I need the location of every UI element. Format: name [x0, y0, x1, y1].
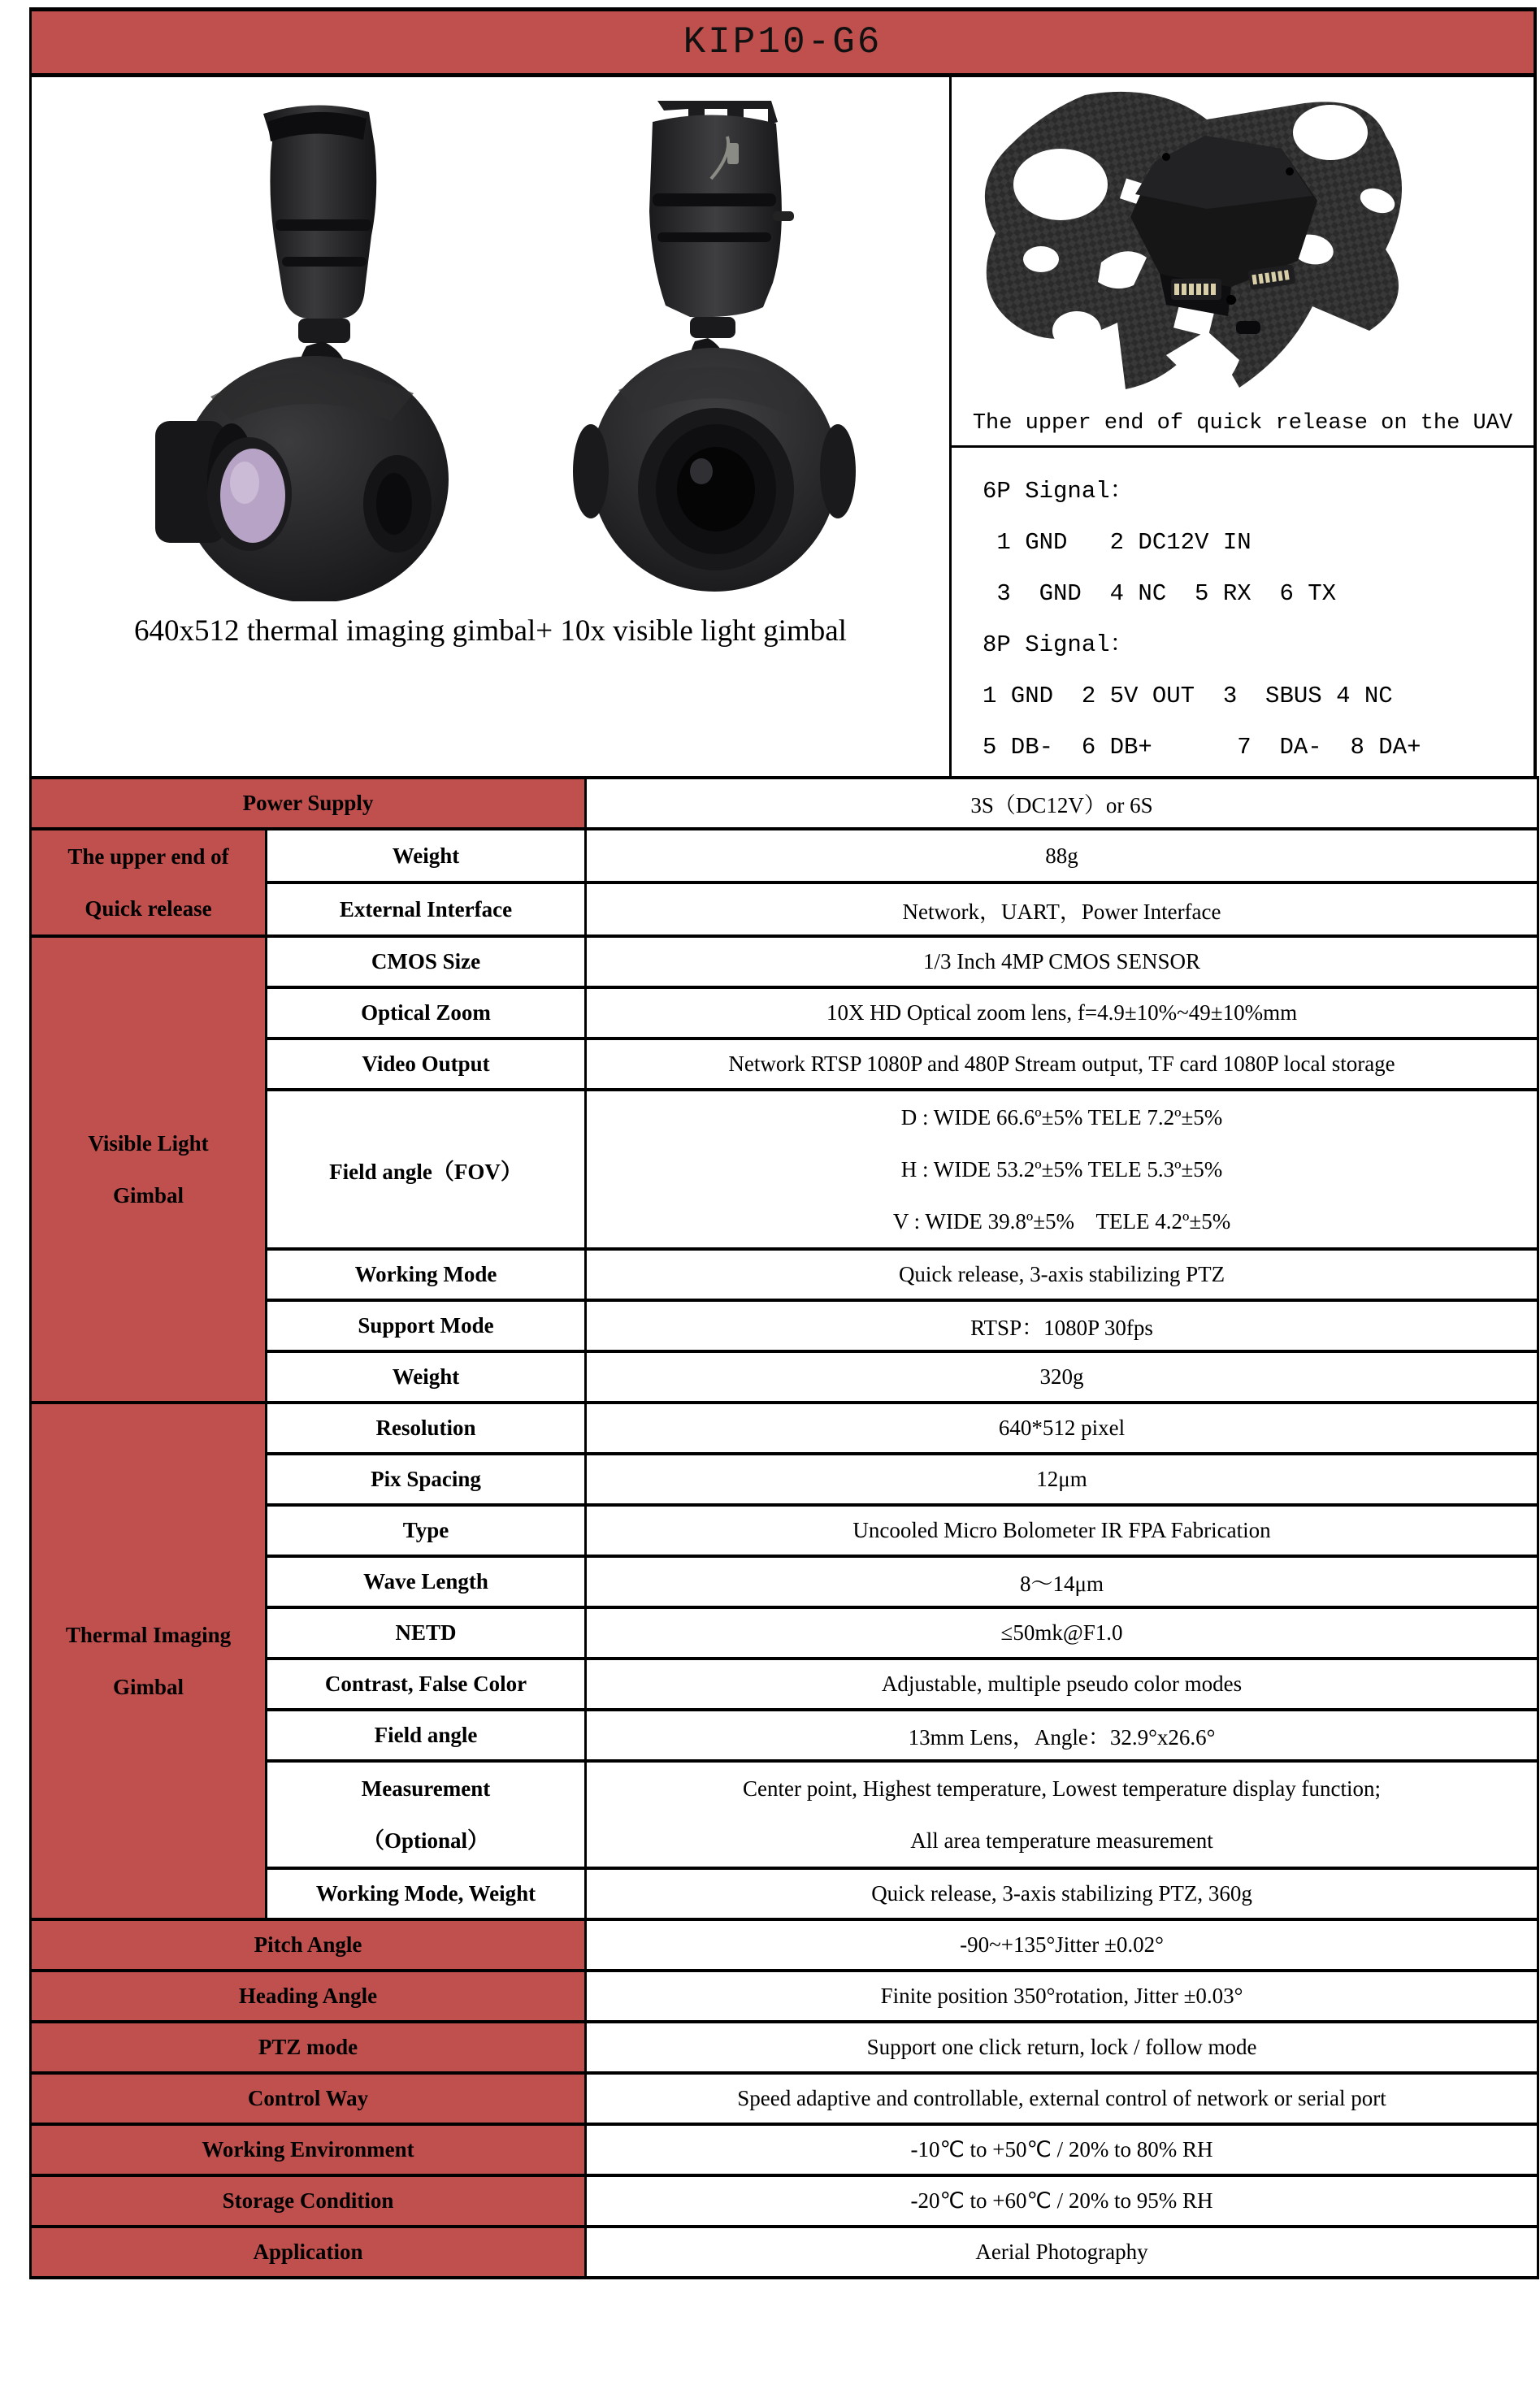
gimbal-side-photo: [154, 98, 479, 601]
spec-value-cell: D : WIDE 66.6º±5% TELE 7.2º±5% H : WIDE 53.2º±5% TELE 5.3º±5% V : WIDE 39.8º±5% TELE 4.2º±5%: [586, 1090, 1538, 1249]
spec-value-cell: Speed adaptive and controllable, external control of network or serial port: [586, 2073, 1538, 2124]
spec-value-cell: 10X HD Optical zoom lens, f=4.9±10%~49±10%mm: [586, 987, 1538, 1039]
spec-value-cell: Uncooled Micro Bolometer IR FPA Fabrication: [586, 1505, 1538, 1556]
spec-value-cell: 320g: [586, 1351, 1538, 1403]
page-title: KIP10-G6: [683, 21, 883, 63]
spec-value-cell: ≤50mk@F1.0: [586, 1607, 1538, 1659]
spec-label-cell: Application: [31, 2227, 586, 2278]
spec-label-cell: External Interface: [267, 882, 586, 936]
table-row: [31, 778, 1538, 829]
signal-6p-header: 6P Signal：: [983, 478, 1134, 505]
spec-value-cell: 12μm: [586, 1454, 1538, 1505]
spec-value-cell: -90~+135°Jitter ±0.02°: [586, 1919, 1538, 1971]
spec-label-cell: Field angle（FOV）: [267, 1090, 586, 1249]
spec-value-cell: Aerial Photography: [586, 2227, 1538, 2278]
spec-table: [29, 776, 1539, 2279]
spec-value-cell: -20℃ to +60℃ / 20% to 95% RH: [586, 2175, 1538, 2227]
spec-label-cell: Pix Spacing: [267, 1454, 586, 1505]
spec-label-cell: Support Mode: [267, 1300, 586, 1351]
spec-value-cell: Finite position 350°rotation, Jitter ±0.03°: [586, 1971, 1538, 2022]
signal-box: [952, 445, 1533, 776]
spec-value-cell: Network RTSP 1080P and 480P Stream output, TF card 1080P local storage: [586, 1039, 1538, 1090]
spec-value-cell: 1/3 Inch 4MP CMOS SENSOR: [586, 936, 1538, 987]
table-row: [31, 1919, 1538, 1971]
uav-plate-photo: [963, 87, 1434, 396]
title-bar: [29, 7, 1537, 77]
hero-left-caption: 640x512 thermal imaging gimbal+ 10x visible light gimbal: [134, 614, 847, 648]
table-row: [31, 2022, 1538, 2073]
spec-label-cell: CMOS Size: [267, 936, 586, 987]
spec-label-cell: Working Mode, Weight: [267, 1868, 586, 1919]
spec-label-cell: Working Mode: [267, 1249, 586, 1300]
hero-right-caption: The upper end of quick release on the UAV: [972, 411, 1513, 436]
table-row: [31, 2124, 1538, 2175]
spec-label-cell: Optical Zoom: [267, 987, 586, 1039]
hero-right-panel: [952, 77, 1533, 776]
signal-8p-header: 8P Signal：: [983, 631, 1134, 658]
spec-label-cell: Measurement （Optional）: [267, 1761, 586, 1868]
spec-label-cell: Resolution: [267, 1403, 586, 1454]
spec-value-cell: Support one click return, lock / follow mode: [586, 2022, 1538, 2073]
spec-label-cell: NETD: [267, 1607, 586, 1659]
spec-value-cell: Quick release, 3-axis stabilizing PTZ, 360g: [586, 1868, 1538, 1919]
table-row: [31, 2175, 1538, 2227]
spec-label-cell: Weight: [267, 829, 586, 882]
gimbal-front-photo: [568, 89, 861, 593]
spec-label-cell: Power Supply: [31, 778, 586, 829]
spec-value-cell: Center point, Highest temperature, Lowest temperature display function; All area temperature measurement: [586, 1761, 1538, 1868]
hero-left-panel: [32, 77, 952, 776]
spec-label-cell: Contrast, False Color: [267, 1659, 586, 1710]
spec-label-cell: Heading Angle: [31, 1971, 586, 2022]
signal-6p-line2: 3 GND 4 NC 5 RX 6 TX: [983, 580, 1337, 607]
spec-label-cell: Field angle: [267, 1710, 586, 1761]
spec-value-cell: Adjustable, multiple pseudo color modes: [586, 1659, 1538, 1710]
spec-label-cell: Pitch Angle: [31, 1919, 586, 1971]
spec-value-cell: 640*512 pixel: [586, 1403, 1538, 1454]
signal-8p-line2: 5 DB- 6 DB+ 7 DA- 8 DA+: [983, 734, 1421, 761]
hero-section: [29, 77, 1537, 776]
table-row: [31, 936, 1538, 987]
signal-6p-line1: 1 GND 2 DC12V IN: [983, 529, 1252, 556]
spec-label-cell: Weight: [267, 1351, 586, 1403]
group-cell-thermal: Thermal Imaging Gimbal: [31, 1403, 267, 1919]
spec-value-cell: RTSP：1080P 30fps: [586, 1300, 1538, 1351]
table-row: [31, 1403, 1538, 1454]
spec-value-cell: 8～14μm: [586, 1556, 1538, 1607]
group-cell-visible-light: Visible Light Gimbal: [31, 936, 267, 1403]
spec-label-cell: Working Environment: [31, 2124, 586, 2175]
spec-label-cell: Wave Length: [267, 1556, 586, 1607]
spec-label-cell: Video Output: [267, 1039, 586, 1090]
spec-label-cell: PTZ mode: [31, 2022, 586, 2073]
table-row: [31, 1971, 1538, 2022]
table-row: [31, 2073, 1538, 2124]
table-row: [31, 829, 1538, 882]
signal-8p-line1: 1 GND 2 5V OUT 3 SBUS 4 NC: [983, 683, 1393, 709]
spec-value-cell: Network，UART，Power Interface: [586, 882, 1538, 936]
spec-value-cell: 13mm Lens，Angle：32.9°x26.6°: [586, 1710, 1538, 1761]
table-row: [31, 2227, 1538, 2278]
spec-value-cell: 3S（DC12V）or 6S: [586, 778, 1538, 829]
group-cell-quick-release: The upper end of Quick release: [31, 829, 267, 936]
spec-value-cell: -10℃ to +50℃ / 20% to 80% RH: [586, 2124, 1538, 2175]
spec-value-cell: Quick release, 3-axis stabilizing PTZ: [586, 1249, 1538, 1300]
spec-label-cell: Storage Condition: [31, 2175, 586, 2227]
spec-label-cell: Type: [267, 1505, 586, 1556]
spec-label-cell: Control Way: [31, 2073, 586, 2124]
spec-value-cell: 88g: [586, 829, 1538, 882]
spec-sheet: [29, 7, 1537, 2279]
